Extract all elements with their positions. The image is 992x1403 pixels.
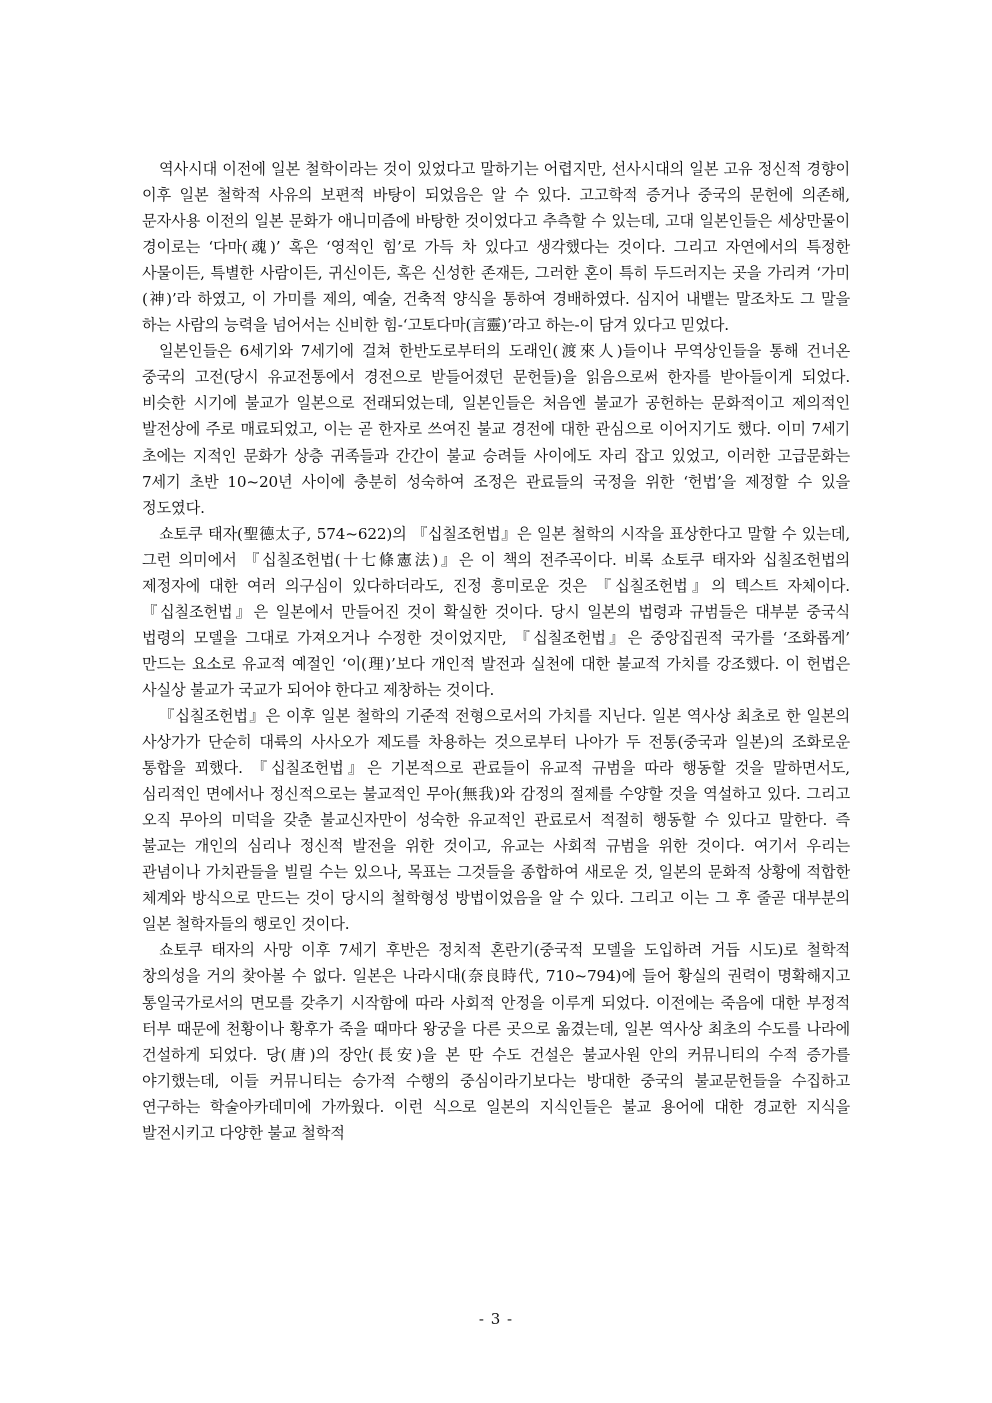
page-body	[142, 156, 850, 1146]
paragraph-1: 역사시대 이전에 일본 철학이라는 것이 있었다고 말하기는 어렵지만, 선사시대의 일본 고유 정신적 경향이 이후 일본 철학적 사유의 보편적 바탕이 되었음은 알 수 있다. 고고학적 증거나 중국의 문헌에 의존해, 문자사용 이전의 일본 문화가 애니미즘에 바탕한 것이었다고 추측할 수 있는데, 고대 일본인들은 세상만물이 경이로는 ‘다마(魂)’ 혹은 ‘영적인 힘’로 가득 차 있다고 생각했다는 것이다. 그리고 자연에서의 특정한 사물이든, 특별한 사람이든, 귀신이든, 혹은 신성한 존재든, 그러한 혼이 특히 두드러지는 곳을 가리켜 ‘가미(神)’라 하였고, 이 가미를 제의, 예술, 건축적 양식을 통하여 경배하였다. 심지어 내뱉는 말조차도 그 말을 하는 사람의 능력을 넘어서는 신비한 힘-‘고토다마(言靈)’라고 하는-이 담겨 있다고 믿었다.	[142, 160, 850, 335]
paragraph-5: 쇼토쿠 태자의 사망 이후 7세기 후반은 정치적 혼란기(중국적 모델을 도입하려 거듭 시도)로 철학적 창의성을 거의 찾아볼 수 없다. 일본은 나라시대(奈良時代, 710~794)에 들어 황실의 권력이 명확해지고 통일국가로서의 면모를 갖추기 시작함에 따라 사회적 안정을 이루게 되었다. 이전에는 죽음에 대한 부정적 터부 때문에 천황이나 황후가 죽을 때마다 왕궁을 다른 곳으로 옮겼는데, 일본 역사상 최초의 수도를 나라에 건설하게 되었다. 당(唐)의 장안(長安)을 본 딴 수도 건설은 불교사원 안의 커뮤니티의 수적 증가를 야기했는데, 이들 커뮤니티는 승가적 수행의 중심이라기보다는 방대한 중국의 불교문헌들을 수집하고 연구하는 학술아카데미에 가까웠다. 이런 식으로 일본의 지식인들은 불교 용어에 대한 경교한 지식을 발전시키고 다양한 불교 철학적	[142, 941, 850, 1142]
paragraph-3: 쇼토쿠 태자(聖德太子, 574~622)의 『십칠조헌법』은 일본 철학의 시작을 표상한다고 말할 수 있는데, 그런 의미에서 『십칠조헌법(十七條憲法)』은 이 책의 전주곡이다. 비록 쇼토쿠 태자와 십칠조헌법의 제정자에 대한 여러 의구심이 있다하더라도, 진정 흥미로운 것은 『십칠조헌법』의 텍스트 자체이다. 『십칠조헌법』은 일본에서 만들어진 것이 확실한 것이다. 당시 일본의 법령과 규범들은 대부분 중국식 법령의 모델을 그대로 가져오거나 수정한 것이었지만, 『십칠조헌법』은 중앙집권적 국가를 ‘조화롭게’ 만드는 요소로 유교적 예절인 ‘이(理)’보다 개인적 발전과 실천에 대한 불교적 가치를 강조했다. 이 헌법은 사실상 불교가 국교가 되어야 한다고 제창하는 것이다.	[142, 524, 850, 699]
paragraph-4: 『십칠조헌법』은 이후 일본 철학의 기준적 전형으로서의 가치를 지닌다. 일본 역사상 최초로 한 일본의 사상가가 단순히 대륙의 사사오가 제도를 차용하는 것으로부터 나아가 두 전통(중국과 일본)의 조화로운 통합을 꾀했다. 『십칠조헌법』은 기본적으로 관료들이 유교적 규범을 따라 행동할 것을 말하면서도, 심리적인 면에서나 정신적으로는 불교적인 무아(無我)와 감정의 절제를 수양할 것을 역설하고 있다. 그리고 오직 무아의 미덕을 갖춘 불교신자만이 성숙한 유교적인 관료로서 적절히 행동할 수 있다고 말한다. 즉 불교는 개인의 심리나 정신적 발전을 위한 것이고, 유교는 사회적 규범을 위한 것이다. 여기서 우리는 관념이나 가치관들을 빌릴 수는 있으나, 목표는 그것들을 종합하여 새로운 것, 일본의 문화적 상황에 적합한 체계와 방식으로 만드는 것이 당시의 철학형성 방법이었음을 알 수 있다. 그리고 이는 그 후 줄곧 대부분의 일본 철학자들의 행로인 것이다.	[142, 706, 850, 934]
paragraph-2: 일본인들은 6세기와 7세기에 걸쳐 한반도로부터의 도래인(渡來人)들이나 무역상인들을 통해 건너온 중국의 고전(당시 유교전통에서 경전으로 받들어졌던 문헌들)을 읽음으로써 한자를 받아들이게 되었다. 비슷한 시기에 불교가 일본으로 전래되었는데, 일본인들은 처음엔 불교가 공헌하는 문화적이고 제의적인 발전상에 주로 매료되었고, 이는 곧 한자로 쓰여진 불교 경전에 대한 관심으로 이어지기도 했다. 이미 7세기 초에는 지적인 문화가 상층 귀족들과 간간이 불교 승려들 사이에도 자리 잡고 있었고, 이러한 고급문화는 7세기 초반 10~20년 사이에 충분히 성숙하여 조정은 관료들의 국정을 위한 ‘헌법’을 제정할 수 있을 정도였다.	[142, 342, 850, 517]
page-number: - 3 -	[478, 1310, 514, 1328]
